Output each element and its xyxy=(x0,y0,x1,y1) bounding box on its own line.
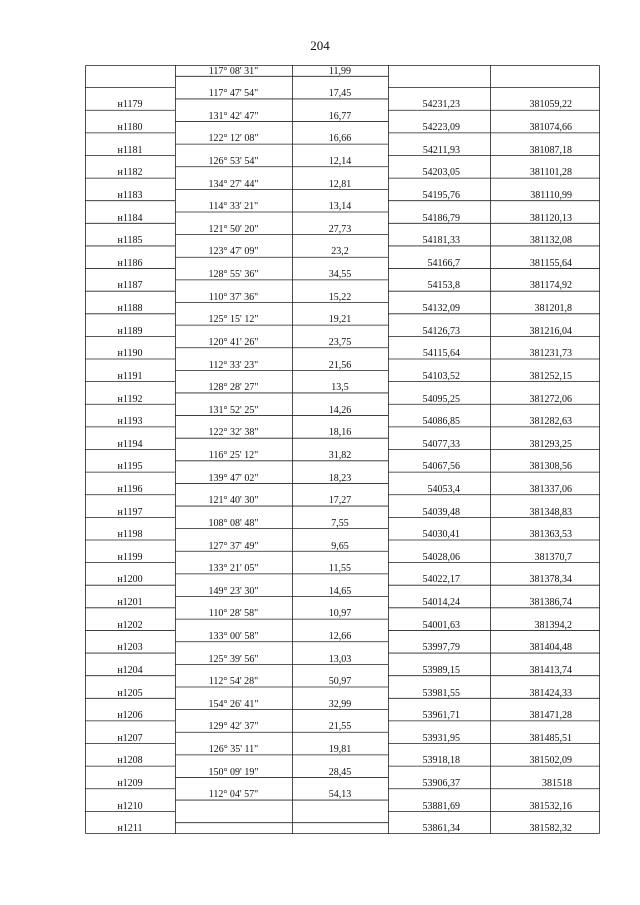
segment-length: 18,23 xyxy=(328,472,352,484)
coordinate-x: 53906,37 xyxy=(422,778,460,789)
point-number: н1211 xyxy=(117,823,143,835)
coordinate-y: 381110,99 xyxy=(530,189,572,201)
segment-length: 12,66 xyxy=(328,630,352,642)
coordinate-y: 381132,08 xyxy=(529,235,572,247)
coordinate-y: 381074,66 xyxy=(529,122,572,133)
point-number: н1201 xyxy=(117,597,143,608)
coordinate-y: 381155,64 xyxy=(529,257,572,269)
coordinate-y: 381378,34 xyxy=(529,574,572,586)
direction-angle: 121° 40' 30" xyxy=(208,495,259,507)
segment-length: 13,14 xyxy=(328,201,352,213)
point-number: н1205 xyxy=(117,687,143,699)
segment-length: 31,82 xyxy=(328,450,352,461)
coordinate-x: 54211,93 xyxy=(422,144,460,156)
segment-length: 12,81 xyxy=(328,178,352,190)
direction-angle: 126° 35' 11" xyxy=(208,744,259,755)
point-number: н1192 xyxy=(117,393,143,405)
coordinate-y: 381059,22 xyxy=(529,99,572,111)
direction-angle: 129° 42' 37" xyxy=(208,721,259,733)
point-number: н1199 xyxy=(117,551,143,563)
coordinate-x: 53997,79 xyxy=(422,642,460,654)
coordinate-x: 54014,24 xyxy=(422,597,460,608)
coordinate-y: 381282,63 xyxy=(529,416,572,428)
segment-length: 16,77 xyxy=(328,110,352,122)
direction-angle: 116° 25' 12" xyxy=(208,450,259,461)
direction-angle: 117° 47' 54" xyxy=(208,88,259,100)
direction-angle: 112° 33' 23" xyxy=(208,359,259,371)
point-number: н1198 xyxy=(117,529,143,541)
coordinate-y: 381120,13 xyxy=(529,212,572,224)
coordinate-y: 381201,8 xyxy=(534,303,572,314)
point-number: н1195 xyxy=(117,461,143,473)
coordinate-x: 54001,63 xyxy=(422,619,460,631)
direction-angle: 122° 12' 08" xyxy=(208,133,259,145)
segment-length: 18,16 xyxy=(328,427,352,439)
point-number: н1206 xyxy=(117,710,143,722)
segment-length: 15,22 xyxy=(328,291,352,303)
point-number: н1196 xyxy=(117,483,143,495)
coordinate-y: 381502,09 xyxy=(529,755,572,767)
point-number: н1210 xyxy=(117,800,143,812)
segment-length: 27,73 xyxy=(328,223,352,235)
direction-angle: 125° 39' 56" xyxy=(208,653,259,665)
point-number: н1184 xyxy=(117,212,143,224)
point-number: н1202 xyxy=(117,619,143,631)
coordinate-x: 53881,69 xyxy=(422,800,460,812)
segment-length: 23,2 xyxy=(331,246,349,258)
coordinate-y: 381101,28 xyxy=(529,167,572,179)
direction-angle: 123° 47' 09" xyxy=(208,246,259,258)
segment-length: 32,99 xyxy=(328,698,352,710)
coordinate-x: 54126,73 xyxy=(422,325,460,337)
direction-angle: 112° 04' 57" xyxy=(208,789,259,801)
coordinate-x: 54022,17 xyxy=(422,574,460,586)
coordinate-x: 54077,33 xyxy=(422,438,460,450)
direction-angle: 112° 54' 28" xyxy=(208,676,259,688)
direction-angle: 131° 42' 47" xyxy=(208,110,259,122)
point-number: н1182 xyxy=(117,167,143,179)
direction-angle: 139° 47' 02" xyxy=(208,472,259,484)
segment-length: 17,45 xyxy=(328,88,352,100)
segment-length: 10,97 xyxy=(328,608,352,620)
coordinate-y: 381293,25 xyxy=(529,438,572,450)
coordinate-x: 54186,79 xyxy=(422,212,460,224)
direction-angle: 125° 15' 12" xyxy=(208,314,259,326)
segment-length: 13,03 xyxy=(328,653,352,665)
coordinate-x: 53989,15 xyxy=(422,664,460,676)
direction-angle: 133° 21' 05" xyxy=(208,563,259,575)
coordinate-x: 54166,7 xyxy=(427,257,460,269)
direction-angle: 120° 41' 26" xyxy=(208,336,259,348)
point-number: н1194 xyxy=(117,438,143,450)
coordinate-y: 381272,06 xyxy=(529,393,572,405)
direction-angle: 122° 32' 38" xyxy=(208,427,259,439)
coordinate-x: 53918,18 xyxy=(422,755,460,767)
point-number: н1208 xyxy=(117,755,143,767)
coordinate-y: 381386,74 xyxy=(529,597,572,608)
direction-angle: 126° 53' 54" xyxy=(208,156,259,167)
coordinate-y: 381216,04 xyxy=(529,325,572,337)
segment-length: 12,14 xyxy=(328,156,352,167)
direction-angle: 117° 08' 31" xyxy=(208,65,259,77)
coordinate-y: 381582,32 xyxy=(529,823,572,835)
coordinate-x: 53981,55 xyxy=(422,687,460,699)
segment-length: 23,75 xyxy=(328,336,352,348)
coordinate-x: 54195,76 xyxy=(422,189,460,201)
point-number: н1188 xyxy=(117,303,143,314)
coordinate-x: 54223,09 xyxy=(422,122,460,133)
coordinate-y: 381485,51 xyxy=(529,732,572,744)
coordinate-y: 381518 xyxy=(542,778,572,789)
point-number: н1203 xyxy=(117,642,143,654)
point-number: н1183 xyxy=(117,189,143,201)
segment-length: 19,81 xyxy=(328,744,352,755)
coordinate-x: 54039,48 xyxy=(422,506,460,518)
coordinate-y: 381413,74 xyxy=(529,664,572,676)
direction-angle: 133° 00' 58" xyxy=(208,630,259,642)
direction-angle: 108° 08' 48" xyxy=(208,517,259,529)
segment-length: 7,55 xyxy=(331,517,349,529)
coordinate-y: 381370,7 xyxy=(534,551,572,563)
coordinate-x: 54181,33 xyxy=(422,235,460,247)
point-number: н1181 xyxy=(117,144,143,156)
segment-length: 34,55 xyxy=(328,269,352,281)
direction-angle: 154° 26' 41" xyxy=(208,698,259,710)
direction-angle: 110° 37' 36" xyxy=(208,291,259,303)
coordinate-x: 54095,25 xyxy=(422,393,460,405)
segment-length: 19,21 xyxy=(328,314,352,326)
direction-angle: 131° 52' 25" xyxy=(208,404,259,416)
point-number: н1204 xyxy=(117,664,143,676)
coordinate-y: 381252,15 xyxy=(529,370,572,382)
segment-length: 13,5 xyxy=(331,382,349,394)
coordinate-x: 54203,05 xyxy=(422,167,460,179)
point-number: н1207 xyxy=(117,732,143,744)
coordinate-x: 54028,06 xyxy=(422,551,460,563)
segment-length: 28,45 xyxy=(328,766,352,778)
segment-length: 16,66 xyxy=(328,133,352,145)
point-number: н1187 xyxy=(117,280,143,292)
direction-angle: 128° 28' 27" xyxy=(208,382,259,394)
coordinate-x: 54053,4 xyxy=(427,483,460,495)
page-number: 204 xyxy=(310,38,330,53)
coordinate-x: 53931,95 xyxy=(422,732,460,744)
point-number: н1180 xyxy=(117,122,143,133)
coordinate-y: 381424,33 xyxy=(529,687,572,699)
point-number: н1190 xyxy=(117,348,143,360)
coordinate-x: 54086,85 xyxy=(422,416,460,428)
point-number: н1197 xyxy=(117,506,143,518)
coordinate-y: 381337,06 xyxy=(529,483,572,495)
coordinate-y: 381087,18 xyxy=(529,144,572,156)
point-number: н1189 xyxy=(117,325,143,337)
point-number: н1186 xyxy=(117,257,143,269)
segment-length: 54,13 xyxy=(328,789,352,801)
direction-angle: 128° 55' 36" xyxy=(208,269,259,281)
direction-angle: 150° 09' 19" xyxy=(208,766,259,778)
point-number: н1200 xyxy=(117,574,143,586)
coordinate-x: 54153,8 xyxy=(427,280,460,292)
direction-angle: 114° 33' 21" xyxy=(208,201,259,213)
coordinate-x: 54231,23 xyxy=(422,99,460,111)
coordinate-x: 54115,64 xyxy=(422,348,460,360)
point-number: н1185 xyxy=(117,235,143,247)
segment-length: 14,26 xyxy=(328,404,352,416)
coordinate-x: 53861,34 xyxy=(422,823,460,835)
segment-length: 21,55 xyxy=(328,721,352,733)
coordinate-y: 381363,53 xyxy=(529,529,572,541)
segment-length: 50,97 xyxy=(328,676,352,688)
segment-length: 11,99 xyxy=(328,65,352,77)
coordinate-y: 381532,16 xyxy=(529,800,572,812)
direction-angle: 127° 37' 49" xyxy=(208,540,259,552)
coordinate-y: 381404,48 xyxy=(529,642,572,654)
coordinate-x: 54030,41 xyxy=(422,529,460,541)
coordinate-x: 54067,56 xyxy=(422,461,460,473)
coordinate-y: 381471,28 xyxy=(529,710,572,722)
coordinate-x: 54132,09 xyxy=(422,303,460,314)
coordinate-y: 381308,56 xyxy=(529,461,572,473)
segment-length: 21,56 xyxy=(328,359,352,371)
segment-length: 11,55 xyxy=(328,563,352,575)
coordinate-x: 54103,52 xyxy=(422,370,460,382)
coordinate-y: 381231,73 xyxy=(529,348,572,360)
segment-length: 17,27 xyxy=(328,495,352,507)
point-number: н1193 xyxy=(117,416,143,428)
point-number: н1209 xyxy=(117,778,143,789)
direction-angle: 110° 28' 58" xyxy=(208,608,259,620)
coordinate-y: 381348,83 xyxy=(529,506,572,518)
point-number: н1191 xyxy=(117,370,143,382)
point-number: н1179 xyxy=(117,99,143,111)
coordinate-y: 381394,2 xyxy=(534,619,572,631)
coordinates-table xyxy=(85,65,600,834)
coordinate-x: 53961,71 xyxy=(422,710,460,722)
direction-angle: 134° 27' 44" xyxy=(208,178,259,190)
segment-length: 14,65 xyxy=(328,585,352,597)
direction-angle: 121° 50' 20" xyxy=(208,223,259,235)
coordinate-y: 381174,92 xyxy=(529,280,572,292)
segment-length: 9,65 xyxy=(331,540,349,552)
direction-angle: 149° 23' 30" xyxy=(208,585,259,597)
